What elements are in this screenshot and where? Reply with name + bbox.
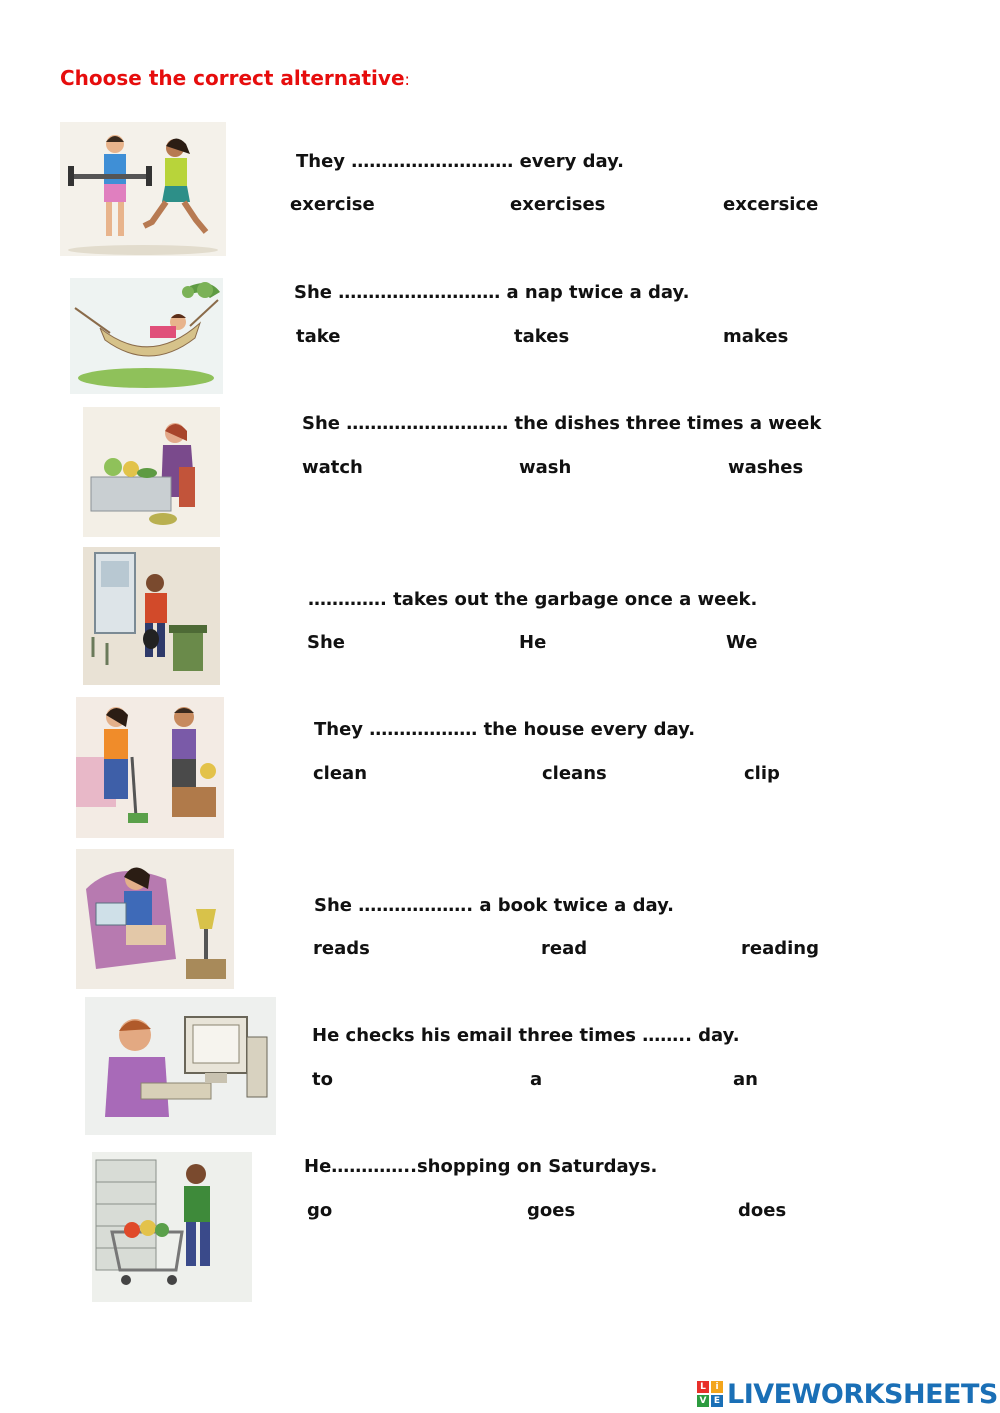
question-3-option-1[interactable]: watch xyxy=(302,457,363,478)
question-8-option-3[interactable]: does xyxy=(738,1200,787,1221)
question-3-sentence: She ……………………… the dishes three times a week xyxy=(302,413,822,434)
question-5-option-1[interactable]: clean xyxy=(313,763,368,784)
exercise-illustration xyxy=(60,122,226,256)
question-2-option-2[interactable]: takes xyxy=(514,326,570,347)
reading-book-illustration xyxy=(76,849,234,989)
shopping-illustration xyxy=(92,1152,252,1302)
question-3-option-2[interactable]: wash xyxy=(519,457,572,478)
question-7-sentence: He checks his email three times …….. day. xyxy=(312,1025,740,1046)
question-4-option-2[interactable]: He xyxy=(519,632,547,653)
question-6-option-2[interactable]: read xyxy=(541,938,588,959)
question-1-option-1[interactable]: exercise xyxy=(290,194,375,215)
question-5-sentence: They ……………… the house every day. xyxy=(314,719,696,740)
logo-letter-v: V xyxy=(697,1395,709,1407)
question-4-option-1[interactable]: She xyxy=(307,632,345,653)
logo-mark-icon xyxy=(697,1381,723,1407)
question-5-option-3[interactable]: clip xyxy=(744,763,780,784)
question-2-option-3[interactable]: makes xyxy=(723,326,789,347)
checking-email-illustration xyxy=(85,997,276,1135)
garbage-illustration xyxy=(83,547,220,685)
question-3-option-3[interactable]: washes xyxy=(728,457,804,478)
hammock-nap-illustration xyxy=(70,278,223,394)
logo-letter-l: L xyxy=(697,1381,709,1393)
page-title: Choose the correct alternative: xyxy=(60,66,410,90)
question-5-option-2[interactable]: cleans xyxy=(542,763,607,784)
cleaning-house-illustration xyxy=(76,697,224,838)
question-7-option-1[interactable]: to xyxy=(312,1069,333,1090)
question-2-option-1[interactable]: take xyxy=(296,326,341,347)
question-6-sentence: She ………………. a book twice a day. xyxy=(314,895,674,916)
liveworksheets-logo[interactable] xyxy=(697,1378,998,1410)
question-8-option-1[interactable]: go xyxy=(307,1200,333,1221)
question-1-option-2[interactable]: exercises xyxy=(510,194,606,215)
question-6-option-1[interactable]: reads xyxy=(313,938,370,959)
question-4-option-3[interactable]: We xyxy=(726,632,758,653)
question-6-option-3[interactable]: reading xyxy=(741,938,819,959)
question-4-sentence: …………. takes out the garbage once a week. xyxy=(308,589,758,610)
question-7-option-3[interactable]: an xyxy=(733,1069,758,1090)
washing-dishes-illustration xyxy=(83,407,220,537)
question-7-option-2[interactable]: a xyxy=(530,1069,543,1090)
question-1-sentence: They ……………………… every day. xyxy=(296,151,624,172)
question-2-sentence: She ……………………… a nap twice a day. xyxy=(294,282,690,303)
brand-name: LIVEWORKSHEETS xyxy=(727,1378,998,1410)
question-1-option-3[interactable]: excersice xyxy=(723,194,819,215)
question-8-sentence: He…………..shopping on Saturdays. xyxy=(304,1156,658,1177)
logo-letter-i: i xyxy=(711,1381,723,1393)
logo-letter-e: E xyxy=(711,1395,723,1407)
question-8-option-2[interactable]: goes xyxy=(527,1200,576,1221)
